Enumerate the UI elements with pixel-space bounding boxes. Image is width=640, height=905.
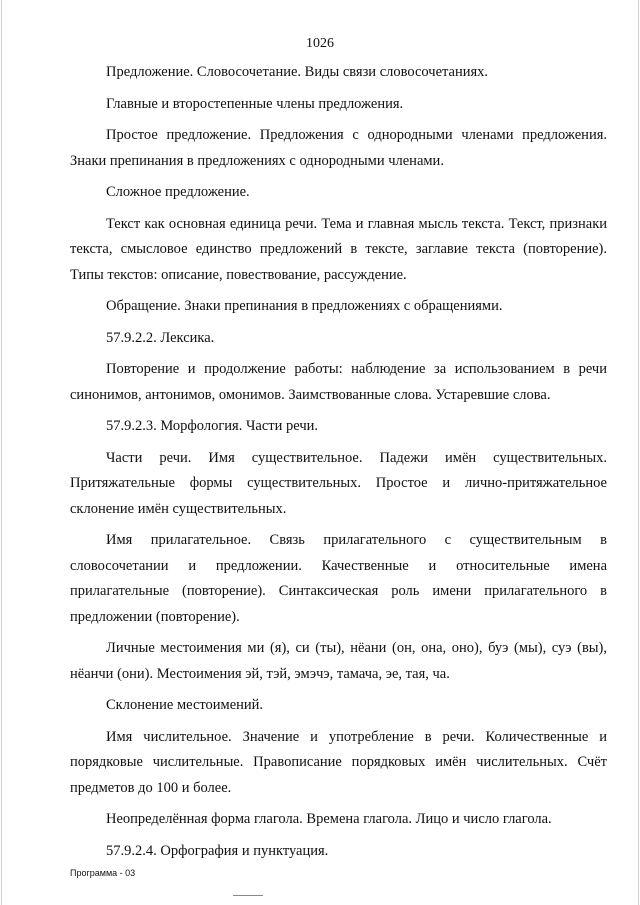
paragraph: Личные местоимения ми (я), си (ты), нёани (он, она, оно), буэ (мы), суэ (вы), нёанчи (они). Местоимения эй, тэй, эмэчэ, тамача, эе, тая, ча. [70, 640, 607, 682]
section-heading: 57.9.2.2. Лексика. [106, 329, 215, 346]
scan-mark [233, 895, 263, 896]
paragraph: Обращение. Знаки препинания в предложениях с обращениями. [106, 298, 503, 314]
paragraph: Части речи. Имя существительное. Падежи имён существительных. Притяжательные формы существительных. Простое и лично-притяжательное склонение имён существительных. [70, 449, 607, 517]
paragraph: Предложение. Словосочетание. Виды связи словосочетаниях. [106, 64, 489, 80]
page-number: 1026 [306, 36, 334, 51]
section-heading: 57.9.2.3. Морфология. Части речи. [106, 418, 318, 434]
page-right-edge [638, 0, 639, 905]
paragraph: Повторение и продолжение работы: наблюдение за использованием в речи синонимов, антонимов, омонимов. Заимствованные слова. Устаревшие слова. [70, 361, 607, 403]
page-body [70, 60, 607, 870]
paragraph: Имя числительное. Значение и употребление в речи. Количественные и порядковые числительные. Правописание порядковых имён числительных. Счёт предметов до 100 и более. [70, 728, 607, 796]
page-footer: Программа - 03 [70, 868, 136, 878]
paragraph: Главные и второстепенные члены предложения. [106, 95, 404, 112]
paragraph: Простое предложение. Предложения с однородными членами предложения. Знаки препинания в предложениях с однородными членами. [70, 127, 607, 169]
paragraph: Текст как основная единица речи. Тема и главная мысль текста. Текст, признаки текста, смысловое единство предложений в тексте, заглавие текста (повторение). Типы текстов: описание, повествование, рассуждение. [70, 215, 607, 283]
paragraph: Склонение местоимений. [106, 697, 264, 713]
paragraph: Имя прилагательное. Связь прилагательного с существительным в словосочетании и предложении. Качественные и относительные имена прилагательные (повторение). Синтаксическая роль имени прилагательного в предложении (повторение). [70, 532, 607, 625]
paragraph: Сложное предложение. [106, 184, 250, 200]
paragraph: Неопределённая форма глагола. Времена глагола. Лицо и число глагола. [106, 811, 552, 827]
section-heading: 57.9.2.4. Орфография и пунктуация. [106, 842, 329, 859]
page-left-edge [1, 0, 2, 905]
